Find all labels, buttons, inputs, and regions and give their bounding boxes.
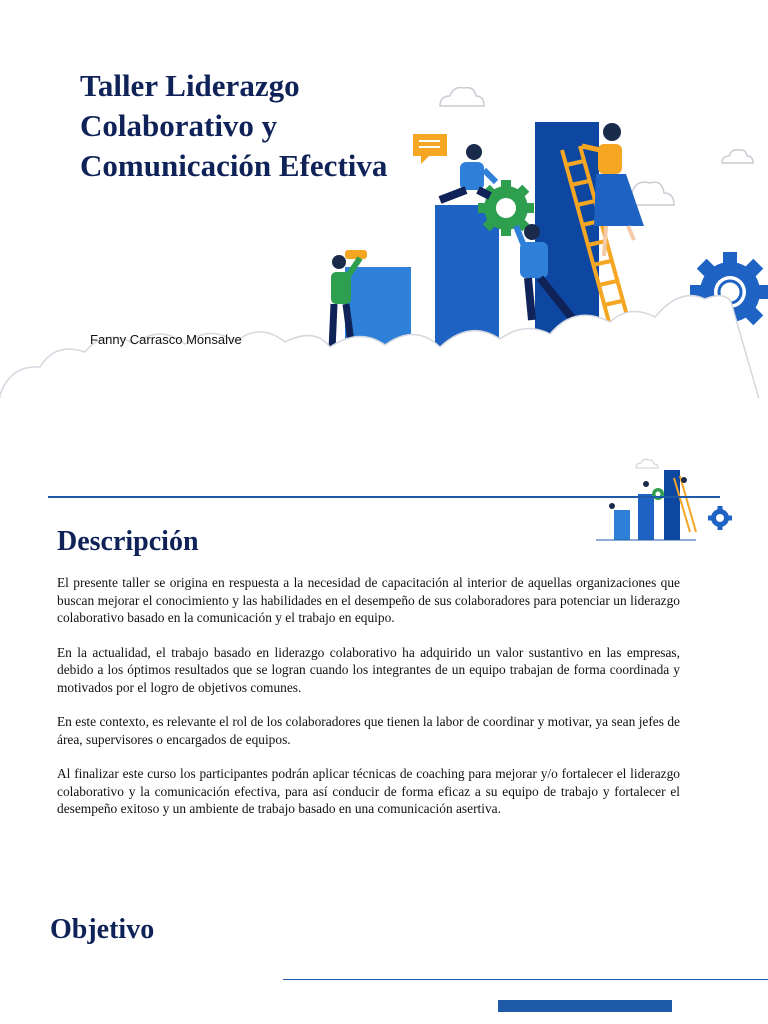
binoculars-icon xyxy=(345,250,367,259)
section-heading-descripcion: Descripción xyxy=(57,526,199,557)
cloud-icon xyxy=(722,150,753,163)
accent-bar xyxy=(498,1000,672,1012)
section-heading-objetivo: Objetivo xyxy=(50,914,155,945)
description-body xyxy=(57,574,680,835)
description-paragraph: En este contexto, es relevante el rol de los colaboradores que tienen la labor de coordinar y motivar, ya sean jefes de área, supervisores o encargados de equipos. xyxy=(57,714,680,747)
gear-icon xyxy=(708,506,732,530)
description-paragraph: El presente taller se origina en respuesta a la necesidad de capacitación al interior de aquellas organizaciones que buscan mejorar el conocimiento y las habilidades en el desempeño de sus colaboradores para potenciar un liderazgo colaborativo basado en la comunicación y el trabajo en equipo. xyxy=(57,575,680,625)
description-paragraph: En la actualidad, el trabajo basado en liderazgo colaborativo ha adquirido un valor sustantivo en las empresas, debido a los óptimos resultados que se logran cuando los integrantes de un equipo trabajan de forma coordinada y motivados por el logro de objetivos comunes. xyxy=(57,644,680,695)
hero-illustration xyxy=(0,0,768,430)
author-name: Fanny Carrasco Monsalve xyxy=(90,332,242,347)
description-paragraph: Al finalizar este curso los participantes podrán aplicar técnicas de coaching para mejorar y/o fortalecer el liderazgo colaborativo y la comunicación efectiva, para así conducir de forma eficaz a su equipo de trabajo y fortalecer el desempeño exitoso y un ambiente de trabajo basado en una comunicación asertiva. xyxy=(57,766,680,816)
cloud-icon xyxy=(636,459,658,468)
thumbnail-illustration xyxy=(596,458,736,542)
section-divider xyxy=(48,496,720,498)
person-icon xyxy=(440,144,496,200)
cloud-icon xyxy=(440,88,484,106)
page-title: Taller Liderazgo Colaborativo y Comunicación Efectiva xyxy=(80,68,388,183)
section-divider xyxy=(283,979,768,980)
